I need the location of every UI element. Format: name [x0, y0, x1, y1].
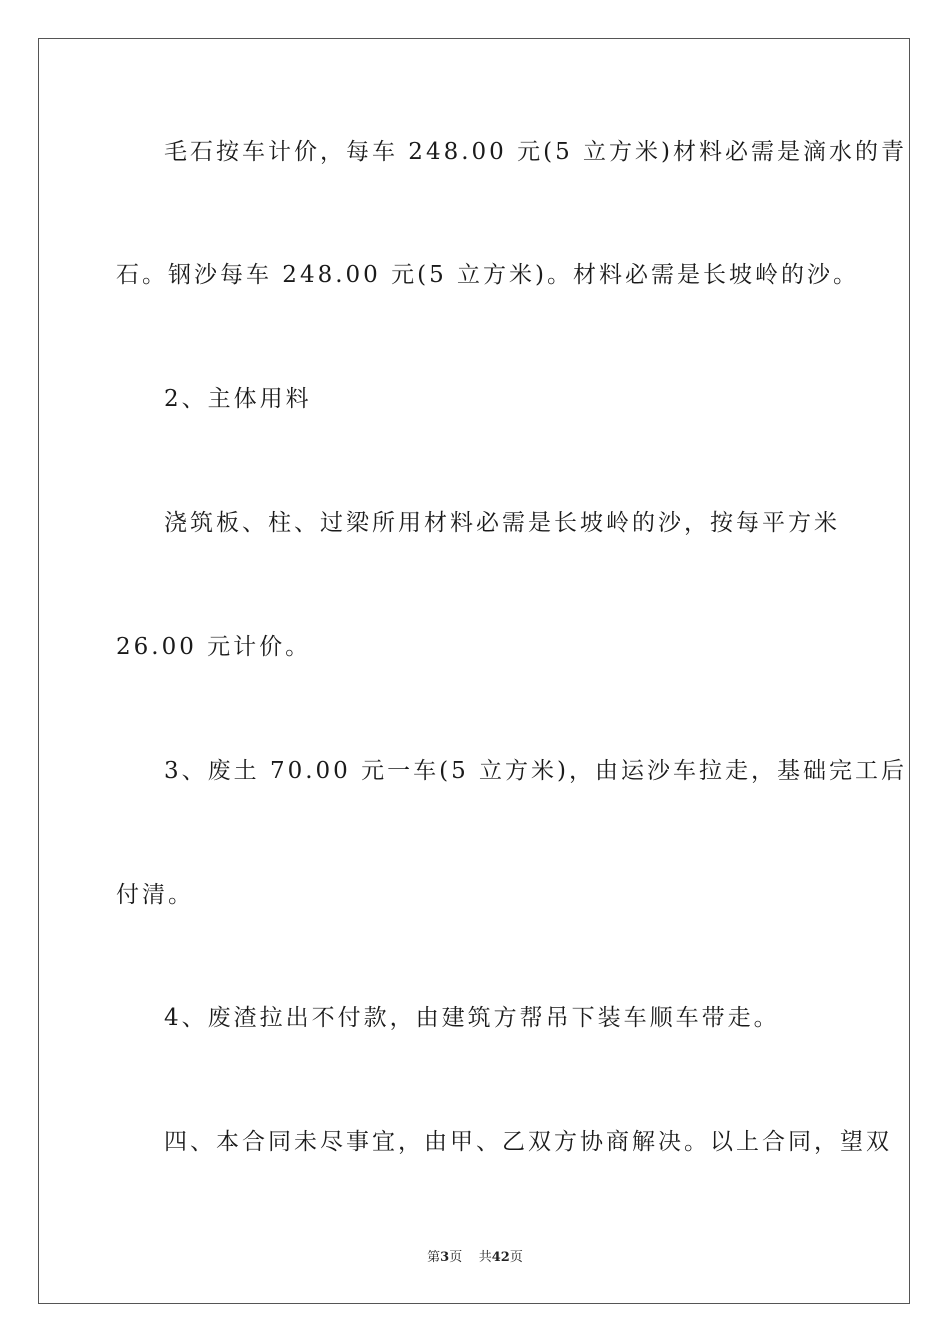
text-line-6: 3、废土 70.00 元一车(5 立方米)，由运沙车拉走，基础完工后 [164, 758, 907, 784]
text-line-2: 石。钢沙每车 248.00 元(5 立方米)。材料必需是长坡岭的沙。 [116, 262, 859, 288]
page-frame [38, 38, 910, 1304]
page-prefix: 第 [427, 1250, 441, 1265]
total-suffix: 页 [509, 1250, 523, 1265]
text-line-9: 四、本合同未尽事宜，由甲、乙双方协商解决。以上合同，望双 [164, 1129, 892, 1155]
page-footer [0, 1246, 950, 1265]
text-line-4: 浇筑板、柱、过梁所用材料必需是长坡岭的沙，按每平方米 [164, 510, 840, 536]
total-pages: 42 [491, 1250, 510, 1265]
total-prefix: 共 [478, 1250, 492, 1265]
text-line-7: 付清。 [116, 882, 194, 908]
page-number: 3 [440, 1250, 450, 1265]
text-line-1: 毛石按车计价，每车 248.00 元(5 立方米)材料必需是滴水的青 [164, 139, 907, 165]
section-heading-2: 2、主体用料 [164, 386, 312, 412]
text-line-8: 4、废渣拉出不付款，由建筑方帮吊下装车顺车带走。 [164, 1005, 780, 1031]
text-line-5: 26.00 元计价。 [116, 634, 312, 660]
page-suffix: 页 [449, 1250, 463, 1265]
